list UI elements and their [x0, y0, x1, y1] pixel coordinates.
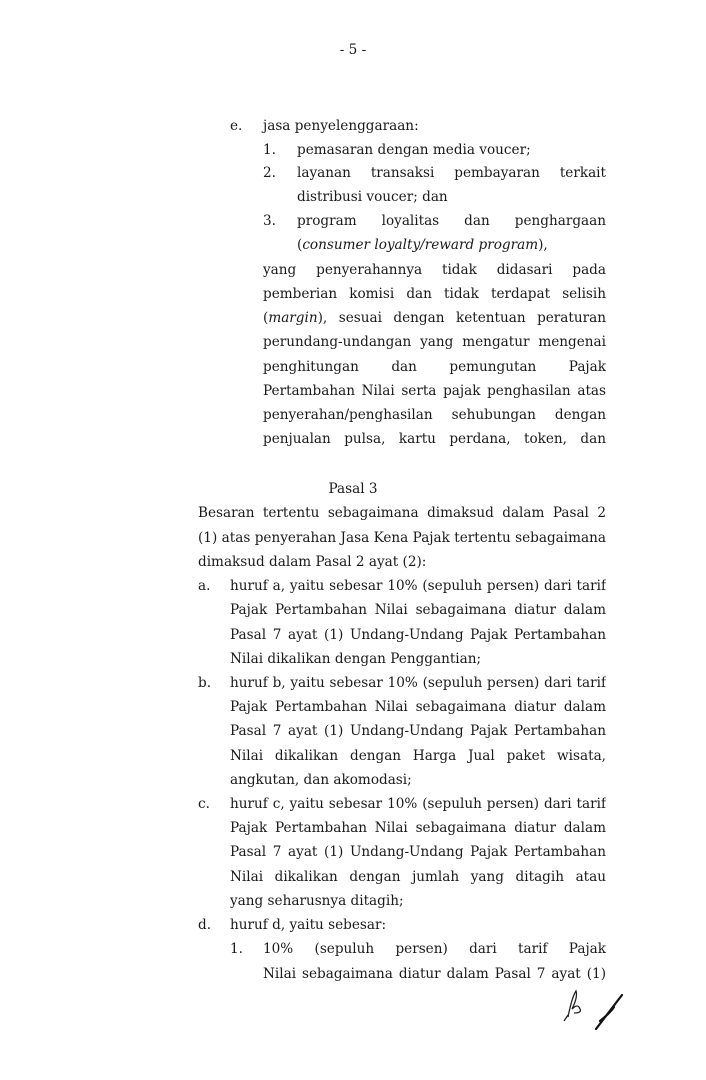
text-line	[297, 235, 548, 255]
text-line: Nilai dikalikan dengan Penggantian;	[230, 651, 482, 667]
text-line: pemasaran dengan media voucer;	[297, 142, 531, 158]
text-line	[263, 308, 606, 328]
list-marker: 1.	[263, 142, 276, 158]
section-heading: Pasal 3	[328, 481, 378, 497]
text-line: Nilai sebagaimana diatur dalam Pasal 7 ayat (1)	[263, 966, 606, 982]
text-line: layanan transaksi pembayaran terkait	[297, 165, 606, 181]
text-line: yang seharusnya ditagih;	[230, 893, 404, 909]
list-marker: 3.	[263, 213, 276, 229]
list-marker: e.	[230, 118, 243, 134]
text-line: penghitungan dan pemungutan Pajak	[263, 359, 606, 375]
text-line: penyerahan/penghasilan sehubungan dengan	[263, 407, 606, 423]
text-line: Pasal 7 ayat (1) Undang-Undang Pajak Pertambahan	[230, 723, 606, 739]
text-line: Besaran tertentu sebagaimana dimaksud dalam Pasal 2	[198, 505, 606, 521]
text-line: pemberian komisi dan tidak terdapat selisih	[263, 286, 606, 302]
text-line: yang penyerahannya tidak didasari pada	[263, 262, 606, 278]
text-line: jasa penyelenggaraan:	[263, 118, 419, 134]
list-marker: b.	[198, 675, 212, 691]
list-marker: c.	[198, 796, 210, 812]
text-line: Nilai dikalikan dengan jumlah yang ditagih atau	[230, 869, 606, 885]
list-marker: d.	[198, 917, 212, 933]
list-marker: 2.	[263, 165, 276, 181]
page-number: - 5 -	[339, 42, 367, 58]
text-line: Pajak Pertambahan Nilai sebagaimana diatur dalam	[230, 820, 606, 836]
text-line: angkutan, dan akomodasi;	[230, 772, 412, 788]
text-segment: ),	[538, 237, 548, 253]
text-line: huruf d, yaitu sebesar:	[230, 917, 387, 933]
text-line: Pajak Pertambahan Nilai sebagaimana diatur dalam	[230, 699, 606, 715]
text-segment: (	[263, 310, 269, 326]
text-line: dimaksud dalam Pasal 2 ayat (2):	[198, 554, 427, 570]
text-line: 10% (sepuluh persen) dari tarif Pajak	[263, 941, 606, 957]
text-line: (1) atas penyerahan Jasa Kena Pajak tertentu sebagaimana	[198, 530, 606, 546]
text-line: huruf a, yaitu sebesar 10% (sepuluh persen) dari tarif	[230, 578, 606, 594]
text-line: program loyalitas dan penghargaan	[297, 213, 606, 229]
text-line: huruf b, yaitu sebesar 10% (sepuluh persen) dari tarif	[230, 675, 606, 691]
italic-term: margin	[268, 310, 318, 326]
text-line: perundang-undangan yang mengatur mengenai	[263, 334, 606, 350]
text-line: huruf c, yaitu sebesar 10% (sepuluh persen) dari tarif	[230, 796, 606, 812]
list-marker: a.	[198, 578, 211, 594]
text-line: Pasal 7 ayat (1) Undang-Undang Pajak Pertambahan	[230, 844, 606, 860]
text-line: Pajak Pertambahan Nilai sebagaimana diatur dalam	[230, 602, 606, 618]
text-line: distribusi voucer; dan	[297, 189, 448, 205]
italic-term: consumer loyalty/reward program	[302, 237, 539, 253]
paraf-signature	[560, 985, 630, 1035]
text-line: Pertambahan Nilai serta pajak penghasilan atas	[263, 383, 606, 399]
text-line: Nilai dikalikan dengan Harga Jual paket wisata,	[230, 748, 606, 764]
text-line: penjualan pulsa, kartu perdana, token, dan	[263, 431, 606, 447]
text-line: Pasal 7 ayat (1) Undang-Undang Pajak Pertambahan	[230, 627, 606, 643]
list-marker: 1.	[230, 941, 243, 957]
text-segment: (	[297, 237, 303, 253]
text-segment: ), sesuai dengan ketentuan peraturan	[317, 310, 606, 326]
